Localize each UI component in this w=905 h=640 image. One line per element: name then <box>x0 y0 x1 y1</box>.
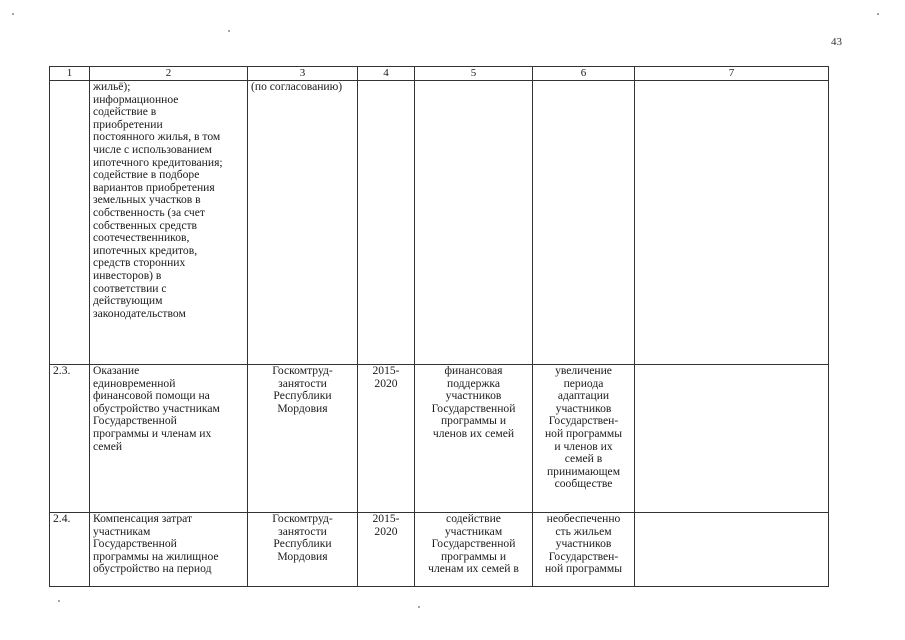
executor-cell: Госкомтруд- занятости Республики Мордовия <box>248 513 358 587</box>
table-row <box>50 513 829 587</box>
scan-speck <box>12 13 14 15</box>
executor-cell: (по согласованию) <box>248 81 358 365</box>
note-cell <box>635 81 829 365</box>
row-number <box>50 81 90 365</box>
executor-cell: Госкомтруд- занятости Республики Мордовия <box>248 365 358 513</box>
col-header-7: 7 <box>635 67 829 81</box>
period-cell: 2015- 2020 <box>358 365 415 513</box>
scan-speck <box>58 600 60 602</box>
col-header-4: 4 <box>358 67 415 81</box>
table-header-row <box>50 67 829 81</box>
result-cell: содействие участникам Государственной программы и членам их семей в <box>415 513 533 587</box>
result-cell: финансовая поддержка участников Государственной программы и членов их семей <box>415 365 533 513</box>
scan-speck <box>228 30 230 32</box>
activity-cell: жильё); информационное содействие в приобретении постоянного жилья, в том числе с использованием ипотечного кредитования; содействие в подборе вариантов приобретения земельных участков в собственность (за счет собственных средств соотечественников, ипотечных кредитов, средств сторонних инвесторов) в соответствии с действующим законодательством <box>90 81 248 365</box>
activity-cell: Компенсация затрат участникам Государственной программы на жилищное обустройство на период <box>90 513 248 587</box>
table-row <box>50 81 829 365</box>
col-header-5: 5 <box>415 67 533 81</box>
col-header-2: 2 <box>90 67 248 81</box>
effect-cell: увеличение периода адаптации участников Государствен- ной программы и членов их семей в принимающем сообществе <box>533 365 635 513</box>
effect-cell: необеспеченно сть жильем участников Государствен- ной программы <box>533 513 635 587</box>
note-cell <box>635 513 829 587</box>
page-number: 43 <box>831 36 842 48</box>
period-cell: 2015- 2020 <box>358 513 415 587</box>
result-cell <box>415 81 533 365</box>
row-number: 2.4. <box>50 513 90 587</box>
col-header-6: 6 <box>533 67 635 81</box>
table-row <box>50 365 829 513</box>
effect-cell <box>533 81 635 365</box>
col-header-1: 1 <box>50 67 90 81</box>
scan-speck <box>877 13 879 15</box>
col-header-3: 3 <box>248 67 358 81</box>
scan-speck <box>418 606 420 608</box>
row-number: 2.3. <box>50 365 90 513</box>
activity-cell: Оказание единовременной финансовой помощи на обустройство участникам Государственной программы и членам их семей <box>90 365 248 513</box>
program-table <box>49 66 829 587</box>
period-cell <box>358 81 415 365</box>
note-cell <box>635 365 829 513</box>
